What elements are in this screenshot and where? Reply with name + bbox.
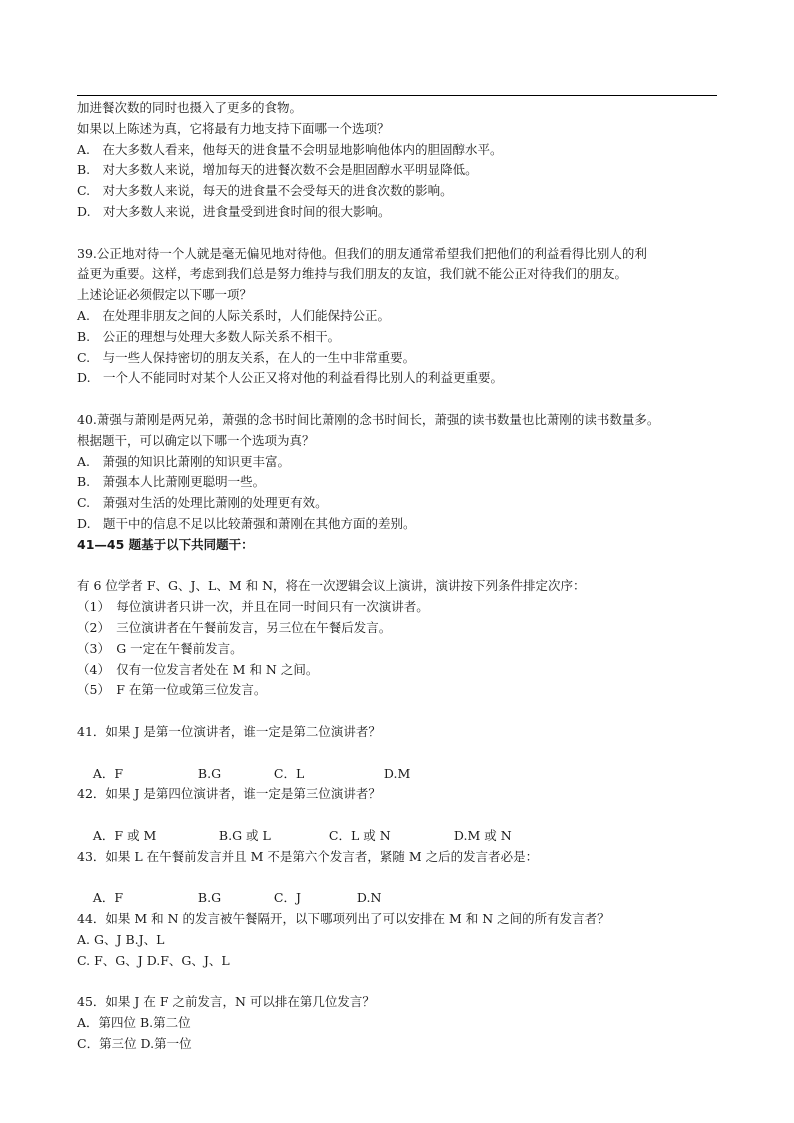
prev-option-a: A. 在大多数人看来，他每天的进食量不会明显地影响他体内的胆固醇水平。: [77, 141, 503, 157]
q42-choice-b: B.G 或 L: [218, 827, 271, 843]
q41-choice-a: A．F: [92, 765, 124, 781]
condition-5: （5） F 在第一位或第三位发言。: [77, 682, 267, 698]
q41-choice-c: C．L: [273, 765, 305, 781]
q39-option-c: C. 与一些人保持密切的朋友关系，在人的一生中非常重要。: [77, 349, 416, 365]
q45-stem: 45．如果 J 在 F 之前发言，N 可以排在第几位发言？: [77, 994, 375, 1010]
q40-option-d: D. 题干中的信息不足以比较萧强和萧刚在其他方面的差别。: [77, 515, 416, 531]
q39-option-a: A. 在处理非朋友之间的人际关系时，人们能保持公正。: [77, 307, 391, 323]
q45-choices-line1: A．第四位 B.第二位: [77, 1015, 191, 1031]
q41-choice-b: B.G: [197, 765, 222, 781]
q43-stem: 43．如果 L 在午餐前发言并且 M 不是第六个发言者，紧随 M 之后的发言者必是：: [77, 848, 539, 864]
q42-choice-d: D.M 或 N: [453, 827, 512, 843]
group-header: 41—45 题基于以下共同题干：: [77, 536, 254, 552]
q39-option-b: B. 公正的理想与处理大多数人际关系不相干。: [77, 328, 341, 344]
q43-choices: [77, 867, 737, 906]
prev-question: 如果以上陈述为真，它将最有力地支持下面哪一个选项？: [77, 120, 390, 136]
q42-choice-a: A．F 或 M: [92, 827, 157, 843]
q44-stem: 44．如果 M 和 N 的发言被午餐隔开，以下哪项列出了可以安排在 M 和 N 之间的所有发言者？: [77, 911, 610, 927]
prev-option-c: C. 对大多数人来说，每天的进食量不会受每天的进食次数的影响。: [77, 183, 453, 199]
prev-stem-tail: 加进餐次数的同时也摄入了更多的食物。: [77, 100, 303, 115]
q39-question: 上述论证必须假定以下哪一项？: [77, 287, 253, 303]
q40-option-b: B. 萧强本人比萧刚更聪明一些。: [77, 474, 266, 490]
q43-choice-b: B.G: [197, 890, 222, 906]
condition-1: （1） 每位演讲者只讲一次，并且在同一时间只有一次演讲者。: [77, 599, 429, 615]
q40-question: 根据题干，可以确定以下哪一个选项为真？: [77, 432, 315, 448]
header-rule: [77, 95, 717, 96]
q42-choices: [77, 805, 737, 843]
q41-stem: 41．如果 J 是第一位演讲者，谁一定是第二位演讲者？: [77, 723, 381, 739]
condition-2: （2） 三位演讲者在午餐前发言，另三位在午餐后发言。: [77, 619, 392, 635]
condition-3: （3） G 一定在午餐前发言。: [77, 640, 243, 656]
q39-stem-line2: 益更为重要。这样，考虑到我们总是努力维持与我们朋友的友谊，我们就不能公正对待我们的朋友。: [77, 266, 628, 282]
q45-choices-line2: C．第三位 D.第一位: [77, 1035, 192, 1051]
q44-choices-line1: A. G、J B.J、L: [77, 931, 165, 947]
q42-stem: 42．如果 J 是第四位演讲者，谁一定是第三位演讲者？: [77, 786, 381, 802]
q44-choices-line2: C. F、G、J D.F、G、J、L: [77, 952, 230, 968]
q40-stem: 40.萧强与萧刚是两兄弟，萧强的念书时间比萧刚的念书时间长，萧强的读书数量也比萧刚的读书数量多。: [77, 411, 660, 427]
q43-choice-a: A．F: [92, 890, 124, 906]
condition-4: （4） 仅有一位发言者处在 M 和 N 之间。: [77, 661, 319, 677]
q41-choice-d: D.M: [383, 765, 411, 781]
q40-option-c: C. 萧强对生活的处理比萧刚的处理更有效。: [77, 495, 328, 511]
spacer: [77, 971, 737, 992]
spacer: [77, 556, 737, 577]
q40-option-a: A. 萧强的知识比萧刚的知识更丰富。: [77, 453, 291, 469]
q39-stem-line1: 39.公正地对待一个人就是毫无偏见地对待他。但我们的朋友通常希望我们把他们的利益看得比别人的利: [77, 245, 647, 261]
spacer: [77, 389, 737, 410]
q43-choice-c: C．J: [273, 890, 301, 906]
q39-option-d: D. 一个人不能同时对某个人公正又将对他的利益看得比别人的利益更重要。: [77, 370, 504, 386]
prev-option-b: B. 对大多数人来说，增加每天的进餐次数不会是胆固醇水平明显降低。: [77, 162, 478, 178]
q42-choice-c: C．L 或 N: [328, 827, 391, 843]
prev-option-d: D. 对大多数人来说，进食量受到进食时间的很大影响。: [77, 203, 391, 219]
q41-choices: [77, 743, 737, 781]
q43-choice-d: D.N: [356, 890, 382, 906]
document-body: [77, 98, 737, 1055]
spacer: [77, 223, 737, 244]
spacer: [77, 701, 737, 722]
shared-stem-intro: 有 6 位学者 F、G、J、L、M 和 N，将在一次逻辑会议上演讲，演讲按下列条件排定次序：: [77, 578, 586, 594]
